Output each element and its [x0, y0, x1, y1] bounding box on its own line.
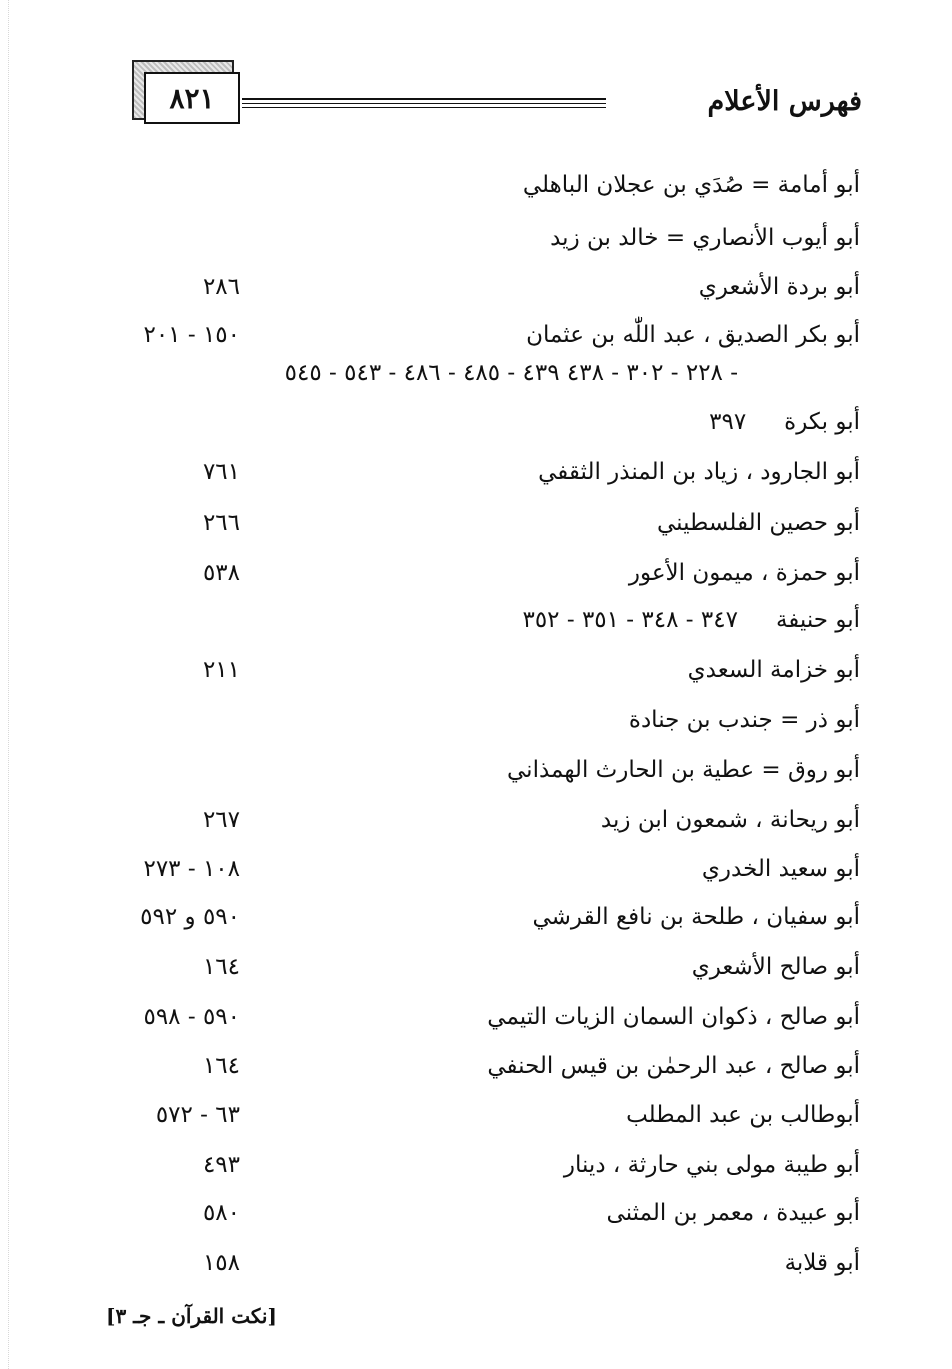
entry-pages: ٢٦٦ — [202, 510, 240, 536]
volume-footer: [نكت القرآن ـ جـ ٣] — [106, 1304, 277, 1328]
entry-pages: ١٠٨ - ٢٧٣ — [143, 856, 240, 882]
entry-pages: ٢١١ — [202, 657, 240, 683]
entry-name: أبو بكر الصديق ، عبد اللّٰه بن عثمان — [526, 322, 860, 348]
entry-pages: ٣٤٧ - ٣٤٨ - ٣٥١ - ٣٥٢ — [522, 607, 738, 633]
entry-name: أبو قلابة — [784, 1250, 860, 1276]
header-rule — [242, 103, 606, 104]
entry-name: أبوطالب بن عبد المطلب — [626, 1102, 860, 1128]
entry-pages: ٥٨٠ — [202, 1200, 240, 1226]
header-rule — [242, 98, 606, 100]
entry-pages: ٦٣ - ٥٧٢ — [155, 1102, 240, 1128]
entry-name: أبو ريحانة ، شمعون ابن زيد — [600, 807, 860, 833]
entry-pages: ١٦٤ — [202, 1053, 240, 1079]
entry-pages: ٤٩٣ — [202, 1152, 240, 1178]
entry-name: أبو طيبة مولى بني حارثة ، دينار — [563, 1152, 860, 1178]
entry-name — [709, 409, 860, 435]
entry-name: أبو أمامة = صُدَي بن عجلان الباهلي — [522, 172, 860, 198]
entry-name: أبو بردة الأشعري — [698, 274, 860, 300]
page-title: فهرس الأعلام — [707, 86, 862, 117]
entry-pages: ٥٣٨ — [202, 560, 240, 586]
entry-pages: ١٥٠ - ٢٠١ — [143, 322, 240, 348]
entry-pages: ٢٨٦ — [202, 274, 240, 300]
entry-name: أبو حصين الفلسطيني — [657, 510, 860, 536]
entry-name-text: أبو حنيفة — [775, 607, 860, 633]
entry-pages-continuation: - ٢٢٨ - ٣٠٢ - ٤٣٨ ٤٣٩ - ٤٨٥ - ٤٨٦ - ٥٤٣ - ٥٤٥ — [284, 360, 738, 386]
entry-pages: ٢٦٧ — [202, 807, 240, 833]
entry-pages: ٧٦١ — [202, 459, 240, 485]
entry-name: أبو الجارود ، زياد بن المنذر الثقفي — [538, 459, 860, 485]
entry-name: أبو حمزة ، ميمون الأعور — [628, 560, 860, 586]
entry-name: أبو سعيد الخدري — [701, 856, 860, 882]
entry-name: أبو صالح ، ذكوان السمان الزيات التيمي — [487, 1004, 860, 1030]
header-rule — [242, 107, 606, 108]
page-edge-line — [8, 0, 9, 1369]
entry-name: أبو روق = عطية بن الحارث الهمذاني — [507, 757, 860, 783]
entry-name: أبو ذر = جندب بن جنادة — [628, 707, 860, 733]
entry-pages: ٣٩٧ — [709, 409, 747, 435]
entry-name: أبو أيوب الأنصاري = خالد بن زيد — [550, 225, 860, 251]
entry-name: أبو سفيان ، طلحة بن نافع القرشي — [532, 904, 860, 930]
entry-pages: ١٥٨ — [202, 1250, 240, 1276]
entry-name: أبو عبيدة ، معمر بن المثنى — [606, 1200, 860, 1226]
entry-name: أبو صالح الأشعري — [691, 954, 860, 980]
entry-pages: ٥٩٠ و ٥٩٢ — [140, 904, 240, 930]
entry-name — [522, 607, 860, 633]
entry-name-text: أبو بكرة — [784, 409, 860, 435]
entry-name: أبو خزامة السعدي — [687, 657, 860, 683]
page-number: ٨٢١ — [144, 72, 240, 124]
entry-name: أبو صالح ، عبد الرحمٰن بن قيس الحنفي — [487, 1053, 860, 1079]
entry-pages: ٥٩٠ - ٥٩٨ — [143, 1004, 240, 1030]
entry-pages: ١٦٤ — [202, 954, 240, 980]
